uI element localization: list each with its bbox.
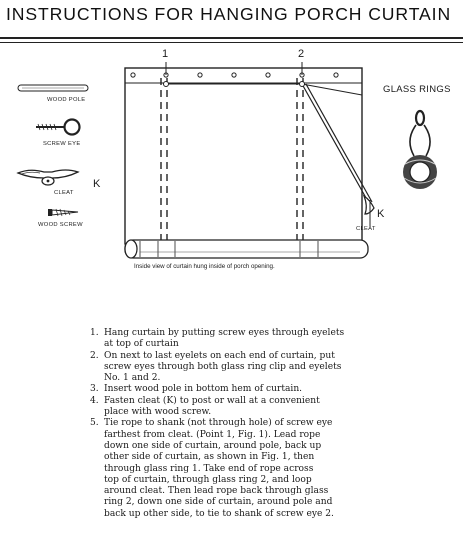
instruction-step (90, 384, 462, 395)
step-text-line: On next to last eyelets on each end of curtain, put (104, 350, 335, 361)
diagram-wood-pole-icon (125, 240, 368, 258)
step-text-line: screw eyes through both glass ring clip and eyelets (104, 361, 342, 372)
wood-pole-label: WOOD POLE (47, 97, 86, 103)
step-text-line: Insert wood pole in bottom hem of curtain. (104, 384, 303, 395)
step-number: 2. (90, 350, 99, 361)
wood-pole-icon (18, 85, 88, 91)
step-text-line: around cleat. Then lead rope back through glass (104, 486, 329, 497)
step-text-line: at top of curtain (104, 339, 179, 350)
step-text-line: other side of curtain, as shown in Fig. 1, then (104, 452, 315, 463)
instruction-step (90, 351, 462, 385)
screw-eye-label: SCREW EYE (43, 141, 81, 147)
step-number: 1. (90, 328, 99, 338)
cleat-k-label: K (93, 178, 101, 190)
point-1-label: 1 (162, 48, 169, 60)
step-text-line: Fasten cleat (K) to post or wall at a convenient (104, 395, 320, 406)
step-text-line: top of curtain, through glass ring 2, and loop (104, 474, 312, 485)
instruction-step (90, 328, 462, 351)
instruction-step (90, 396, 462, 419)
diagram-cleat-label: CLEAT (356, 226, 376, 232)
point-2-label: 2 (298, 48, 305, 60)
cleat-icon (18, 170, 78, 185)
step-text-line: ring 2, down one side of curtain, around pole and (104, 497, 333, 508)
step-text-line: farthest from cleat. (Point 1, Fig. 1). Lead rope (104, 429, 321, 440)
glass-ring-1-icon (164, 82, 169, 87)
instruction-step (90, 418, 462, 520)
step-text-line: down one side of curtain, around pole, back up (104, 440, 322, 451)
diagram-k-label: K (377, 208, 385, 220)
glass-rings-icon (403, 111, 437, 189)
glass-ring-2-icon (300, 82, 305, 87)
instruction-list (90, 328, 462, 520)
step-number: 5. (90, 418, 99, 429)
step-text-line: No. 1 and 2. (104, 373, 161, 384)
screw-eye-icon (36, 120, 80, 135)
step-text-line: place with wood screw. (104, 407, 212, 418)
cleat-label: CLEAT (54, 190, 74, 196)
wood-screw-icon (48, 209, 78, 216)
eyelets (131, 73, 338, 77)
step-number: 4. (90, 395, 99, 406)
step-text-line: through glass ring 1. Take end of rope across (104, 463, 314, 474)
glass-rings-label: GLASS RINGS (383, 84, 451, 95)
step-number: 3. (90, 384, 99, 395)
diagram-cleat-icon (364, 196, 374, 226)
wood-screw-label: WOOD SCREW (38, 222, 83, 228)
step-text-line: back up other side, to tie to shank of screw eye 2. (104, 508, 334, 519)
step-text-line: Tie rope to shank (not through hole) of screw eye (104, 418, 333, 429)
page-title: INSTRUCTIONS FOR HANGING PORCH CURTAIN (6, 4, 452, 24)
rope-lines (161, 62, 372, 242)
figure-caption: Inside view of curtain hung inside of porch opening. (134, 263, 275, 270)
step-text-line: Hang curtain by putting screw eyes through eyelets (104, 328, 345, 338)
